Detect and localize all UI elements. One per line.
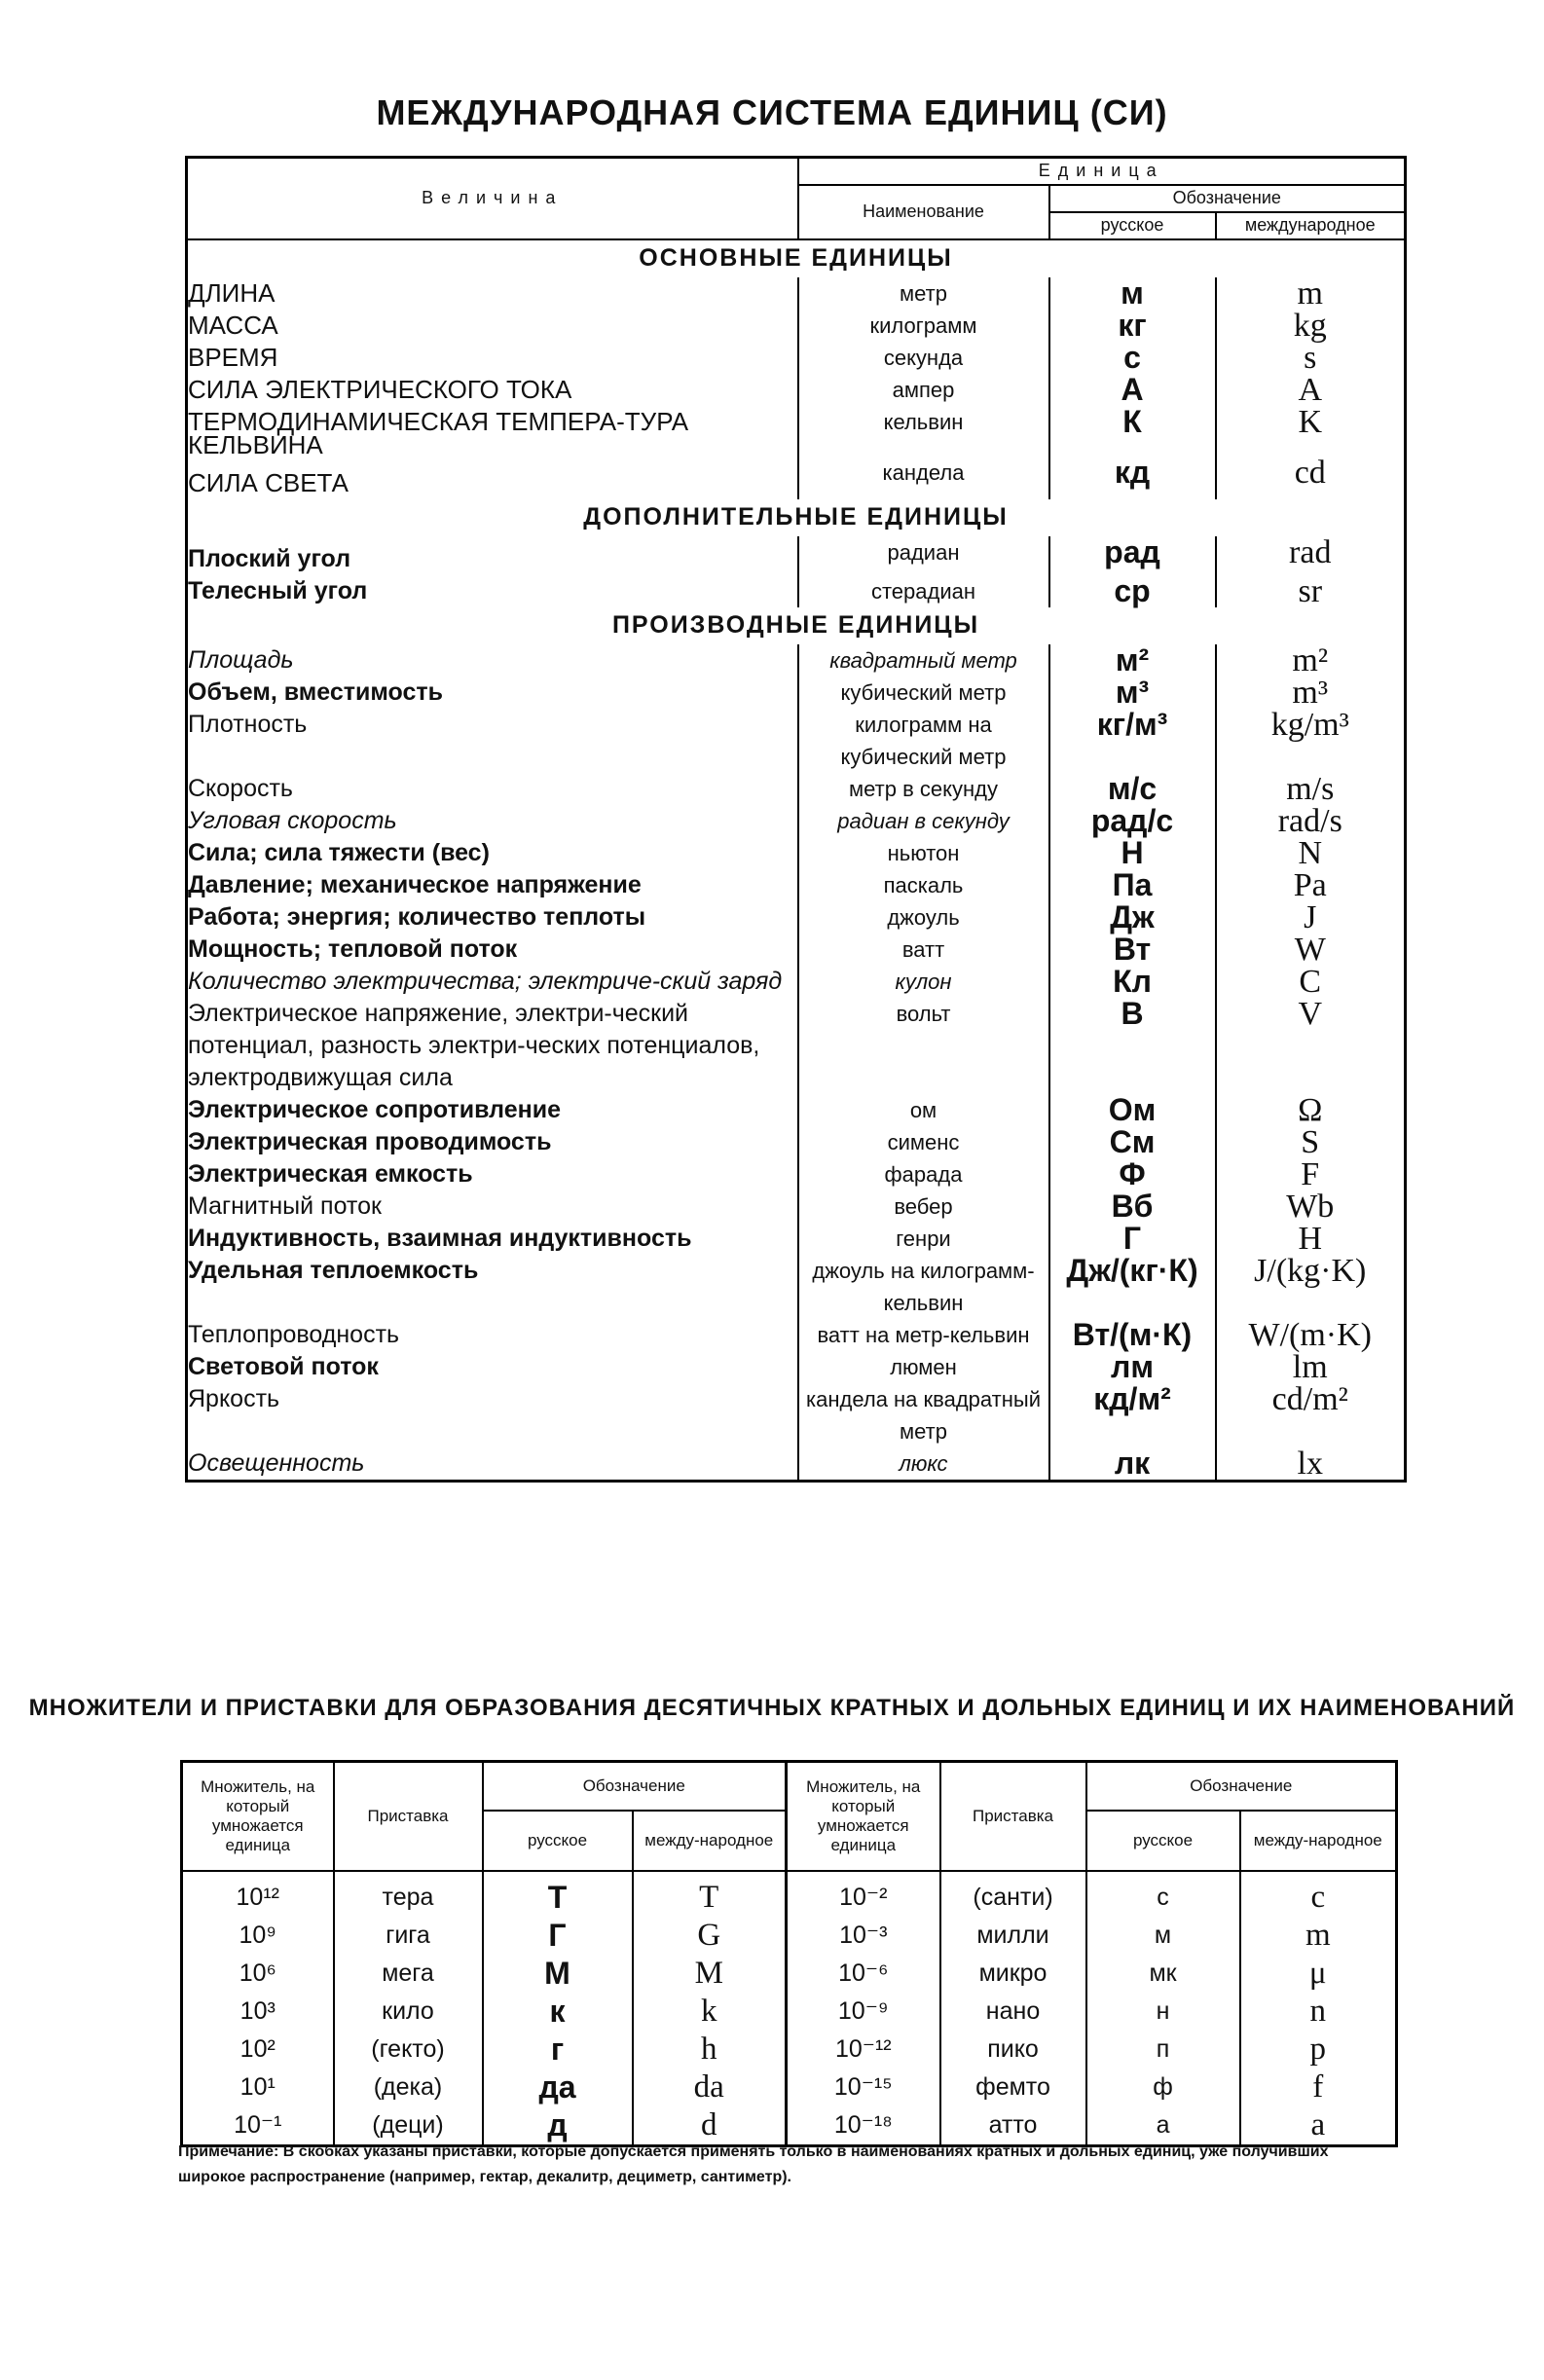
quantity-cell: Давление; механическое напряжение [188,870,642,898]
russian-symbol-cell: с [1049,342,1216,374]
russian-symbol-cell: См [1049,1126,1216,1158]
multiplier-right: 10⁻⁶ [787,1955,940,1993]
unit-row [187,310,1406,342]
prefix-left: (гекто) [334,2031,483,2069]
unit-name-cell: вебер [798,1190,1049,1223]
unit-row [187,1383,1406,1447]
russian-symbol-left: да [483,2069,633,2106]
unit-name-cell: кубический метр [798,677,1049,709]
quantity-cell: Телесный угол [188,576,368,604]
prefixes-body [182,1871,1397,2146]
prefixes-title-text: МНОЖИТЕЛИ И ПРИСТАВКИ ДЛЯ ОБРАЗОВАНИЯ ДЕСЯТИЧНЫХ КРАТНЫХ И ДОЛЬНЫХ ЕДИНИЦ И ИХ НАИМЕНОВАНИЙ [28,1695,1516,1721]
russian-symbol-cell: кд [1049,457,1216,499]
russian-header-left: русское [483,1811,633,1871]
international-header-left: между-народное [633,1811,787,1871]
unit-name-cell: джоуль на килограмм-кельвин [798,1255,1049,1319]
russian-symbol-cell: Вт/(м·К) [1049,1319,1216,1351]
designation-header-right: Обозначение [1086,1762,1397,1811]
designation-header-left: Обозначение [483,1762,787,1811]
international-symbol-cell: Wb [1216,1190,1406,1223]
unit-row [187,536,1406,575]
russian-symbol-cell: лм [1049,1351,1216,1383]
russian-symbol-cell: рад/с [1049,805,1216,837]
quantity-cell: Количество электричества; электриче-ский заряд [188,967,783,995]
unit-name-cell: генри [798,1223,1049,1255]
quantity-cell: Освещенность [188,1448,365,1477]
international-symbol-cell: Pa [1216,869,1406,901]
international-symbol-cell: J/(kg·K) [1216,1255,1406,1319]
russian-symbol-left: к [483,1993,633,2031]
russian-symbol-cell: Кл [1049,966,1216,998]
unit-row [187,1158,1406,1190]
russian-symbol-right: н [1086,1993,1240,2031]
russian-symbol-cell: К [1049,406,1216,457]
multiplier-left: 10⁻¹ [234,2111,282,2139]
footnote: Примечание: В скобках указаны приставки, которые допускается применять только в наименованиях кратных и дольных единиц, уже получивших широкое распространение (например, гектар, декалитр, дециметр, сантиметр). [178,2143,1329,2185]
russian-symbol-right: а [1086,2106,1240,2146]
international-symbol-right: p [1240,2031,1397,2069]
unit-row [187,277,1406,310]
unit-row [187,1255,1406,1319]
multiplier-header-right: Множитель, на который умножается единица [787,1762,940,1871]
unit-row [187,342,1406,374]
russian-symbol-cell: Па [1049,869,1216,901]
unit-name-cell: фарада [798,1158,1049,1190]
prefix-left: кило [334,1993,483,2031]
unit-name-cell: люкс [798,1447,1049,1482]
unit-name-cell: килограмм [798,310,1049,342]
unit-name-cell: сименс [798,1126,1049,1158]
unit-row [187,1094,1406,1126]
unit-row [187,1190,1406,1223]
international-symbol-cell: N [1216,837,1406,869]
prefix-right: атто [940,2106,1086,2146]
quantity-cell: Электрическая проводимость [188,1127,552,1155]
russian-symbol-cell: В [1049,998,1216,1094]
quantity-cell: ТЕРМОДИНАМИЧЕСКАЯ ТЕМПЕРА-ТУРА КЕЛЬВИНА [188,406,689,459]
multiplier-left: 10⁶ [239,1959,276,1987]
russian-symbol-cell: м² [1049,644,1216,677]
unit-name-cell: ватт [798,934,1049,966]
unit-row [187,934,1406,966]
multiplier-right: 10⁻³ [787,1917,940,1955]
unit-name-cell: вольт [798,998,1049,1094]
international-symbol-right: m [1240,1917,1397,1955]
russian-symbol-right: ф [1086,2069,1240,2106]
quantity-cell: Объем, вместимость [188,677,443,706]
russian-symbol-cell: Ф [1049,1158,1216,1190]
international-symbol-cell: cd [1216,457,1406,499]
quantity-cell: Плотность [188,710,308,738]
unit-name-cell: ом [798,1094,1049,1126]
section-heading: ПРОИЗВОДНЫЕ ЕДИНИЦЫ [611,611,980,639]
quantity-cell: Электрическое сопротивление [188,1095,561,1123]
prefix-row [182,1955,1397,1993]
prefix-left: гига [334,1917,483,1955]
unit-row [187,1447,1406,1482]
russian-symbol-cell: рад [1049,536,1216,575]
quantity-cell: Работа; энергия; количество теплоты [188,902,646,931]
quantity-cell: Удельная теплоемкость [188,1256,479,1284]
unit-name-cell: кандела на квадратный метр [798,1383,1049,1447]
russian-symbol-left: г [483,2031,633,2069]
quantity-cell: Электрическая емкость [188,1159,473,1188]
international-symbol-cell: W [1216,934,1406,966]
russian-symbol-cell: м³ [1049,677,1216,709]
international-symbol-right: a [1240,2106,1397,2146]
multiplier-right: 10⁻² [787,1871,940,1917]
quantity-cell: Мощность; тепловой поток [188,934,518,963]
unit-row [187,1319,1406,1351]
unit-row [187,966,1406,998]
prefix-header-left: Приставка [334,1762,483,1871]
russian-symbol-right: п [1086,2031,1240,2069]
russian-symbol-cell: Дж/(кг·К) [1049,1255,1216,1319]
international-symbol-cell: rad [1216,536,1406,575]
unit-row [187,374,1406,406]
multiplier-left: 10¹² [236,1883,279,1911]
quantity-cell: Яркость [188,1384,280,1412]
si-units-table [185,156,1407,1483]
multiplier-left: 10³ [239,1996,276,2025]
international-symbol-cell: S [1216,1126,1406,1158]
unit-row [187,1223,1406,1255]
section-heading: ОСНОВНЫЕ ЕДИНИЦЫ [639,244,953,272]
russian-symbol-cell: кг/м³ [1049,709,1216,773]
unit-name-cell: ньютон [798,837,1049,869]
unit-name-cell: ватт на метр-кельвин [798,1319,1049,1351]
page-title: МЕЖДУНАРОДНАЯ СИСТЕМА ЕДИНИЦ (СИ) [376,92,1168,132]
unit-name-cell: радиан в секунду [798,805,1049,837]
unit-header: Единица [798,158,1406,185]
prefix-left: (дека) [334,2069,483,2106]
unit-name-cell: джоуль [798,901,1049,934]
prefix-right: (санти) [940,1871,1086,1917]
section-heading-row [187,239,1406,277]
quantity-cell: Плоский угол [188,544,351,572]
international-symbol-cell: H [1216,1223,1406,1255]
unit-name-cell: стерадиан [798,575,1049,607]
international-symbol-left: k [633,1993,787,2031]
russian-symbol-cell: кг [1049,310,1216,342]
unit-name-cell: килограмм на кубический метр [798,709,1049,773]
unit-name-cell: метр [798,277,1049,310]
multiplier-left: 10¹ [239,2072,276,2101]
unit-row [187,998,1406,1094]
russian-header-right: русское [1086,1811,1240,1871]
international-symbol-left: h [633,2031,787,2069]
unit-row [187,709,1406,773]
prefixes-title [0,1694,1544,1723]
international-symbol-cell: lm [1216,1351,1406,1383]
prefixes-table [180,1760,1398,2147]
russian-symbol-cell: Ом [1049,1094,1216,1126]
prefix-right: микро [940,1955,1086,1993]
quantity-cell: Скорость [188,774,293,802]
russian-symbol-cell: Вб [1049,1190,1216,1223]
russian-symbol-cell: м [1049,277,1216,310]
russian-symbol-cell: Н [1049,837,1216,869]
unit-row [187,901,1406,934]
unit-name-cell: кельвин [798,406,1049,457]
russian-symbol-cell: А [1049,374,1216,406]
international-symbol-cell: rad/s [1216,805,1406,837]
international-symbol-cell: A [1216,374,1406,406]
russian-symbol-cell: Г [1049,1223,1216,1255]
international-symbol-left: M [633,1955,787,1993]
international-symbol-right: c [1240,1871,1397,1917]
quantity-cell: Световой поток [188,1352,379,1380]
russian-symbol-right: м [1086,1917,1240,1955]
multiplier-left: 10⁹ [239,1921,276,1949]
unit-name-cell: ампер [798,374,1049,406]
international-symbol-cell: V [1216,998,1406,1094]
prefix-row [182,2069,1397,2106]
quantity-cell: СИЛА ЭЛЕКТРИЧЕСКОГО ТОКА [188,374,572,404]
unit-name-cell: кандела [798,457,1049,499]
russian-symbol-right: с [1086,1871,1240,1917]
section-heading-row [187,499,1406,536]
prefix-left: мега [334,1955,483,1993]
prefix-row [182,1871,1397,1917]
prefix-right: нано [940,1993,1086,2031]
international-symbol-right: n [1240,1993,1397,2031]
prefix-row [182,1917,1397,1955]
unit-row [187,406,1406,457]
russian-symbol-left: Г [483,1917,633,1955]
prefix-row [182,2031,1397,2069]
quantity-cell: СИЛА СВЕТА [188,467,349,497]
international-symbol-cell: kg [1216,310,1406,342]
international-symbol-left: T [633,1871,787,1917]
section-heading-row [187,607,1406,644]
international-symbol-cell: m [1216,277,1406,310]
prefix-left: тера [334,1871,483,1917]
unit-name-cell: люмен [798,1351,1049,1383]
quantity-cell: Угловая скорость [188,806,397,834]
multiplier-header-left: Множитель, на который умножается единица [182,1762,334,1871]
international-symbol-right: μ [1240,1955,1397,1993]
international-symbol-cell: F [1216,1158,1406,1190]
prefix-right: милли [940,1917,1086,1955]
russian-symbol-cell: кд/м² [1049,1383,1216,1447]
unit-name-cell: секунда [798,342,1049,374]
section-heading: ДОПОЛНИТЕЛЬНЫЕ ЕДИНИЦЫ [583,503,1009,531]
quantity-cell: МАССА [188,310,278,340]
unit-row [187,837,1406,869]
unit-row [187,805,1406,837]
international-symbol-cell: m/s [1216,773,1406,805]
international-symbol-right: f [1240,2069,1397,2106]
international-header-right: между-народное [1240,1811,1397,1871]
quantity-cell: Сила; сила тяжести (вес) [188,838,490,866]
quantity-cell: Теплопроводность [188,1320,400,1348]
quantity-cell: Площадь [188,645,294,674]
unit-name-cell: квадратный метр [798,644,1049,677]
russian-symbol-right: мк [1086,1955,1240,1993]
russian-symbol-left: Т [483,1871,633,1917]
international-symbol-cell: J [1216,901,1406,934]
international-symbol-cell: Ω [1216,1094,1406,1126]
multiplier-right: 10⁻⁹ [787,1993,940,2031]
international-symbol-cell: C [1216,966,1406,998]
russian-symbol-cell: лк [1049,1447,1216,1482]
international-header: международное [1216,212,1406,239]
international-symbol-cell: W/(m·K) [1216,1319,1406,1351]
prefix-header-right: Приставка [940,1762,1086,1871]
name-header: Наименование [798,185,1049,239]
international-symbol-left: G [633,1917,787,1955]
international-symbol-cell: m² [1216,644,1406,677]
quantity-cell: Магнитный поток [188,1191,382,1220]
quantity-cell: ВРЕМЯ [188,342,278,372]
international-symbol-cell: lx [1216,1447,1406,1482]
quantity-cell: Индуктивность, взаимная индуктивность [188,1224,692,1252]
international-symbol-left: d [633,2106,787,2146]
multiplier-right: 10⁻¹⁸ [787,2106,940,2146]
designation-header: Обозначение [1049,185,1406,212]
unit-row [187,644,1406,677]
prefix-right: фемто [940,2069,1086,2106]
quantity-cell: Электрическое напряжение, электри-ческий потенциал, разность электри-ческих потенциалов, электродвижущая сила [188,999,760,1091]
multiplier-right: 10⁻¹² [787,2031,940,2069]
russian-symbol-cell: м/с [1049,773,1216,805]
russian-header: русское [1049,212,1216,239]
unit-row [187,1126,1406,1158]
unit-row [187,869,1406,901]
unit-name-cell: паскаль [798,869,1049,901]
unit-row [187,677,1406,709]
russian-symbol-left: д [483,2106,633,2146]
international-symbol-cell: kg/m³ [1216,709,1406,773]
international-symbol-cell: sr [1216,575,1406,607]
russian-symbol-cell: Вт [1049,934,1216,966]
prefix-left: (деци) [334,2106,483,2146]
russian-symbol-cell: ср [1049,575,1216,607]
unit-row [187,773,1406,805]
international-symbol-cell: m³ [1216,677,1406,709]
unit-row [187,457,1406,499]
multiplier-right: 10⁻¹⁵ [787,2069,940,2106]
quantity-cell: ДЛИНА [188,277,276,308]
international-symbol-cell: s [1216,342,1406,374]
russian-symbol-cell: Дж [1049,901,1216,934]
unit-name-cell: метр в секунду [798,773,1049,805]
international-symbol-cell: cd/m² [1216,1383,1406,1447]
prefix-right: пико [940,2031,1086,2069]
si-units-body [187,239,1406,1482]
international-symbol-left: da [633,2069,787,2106]
multiplier-left: 10² [239,2034,276,2063]
quantity-header: Величина [187,158,798,239]
unit-name-cell: кулон [798,966,1049,998]
unit-row [187,1351,1406,1383]
prefix-row [182,1993,1397,2031]
unit-row [187,575,1406,607]
russian-symbol-left: М [483,1955,633,1993]
international-symbol-cell: K [1216,406,1406,457]
unit-name-cell: радиан [798,536,1049,575]
